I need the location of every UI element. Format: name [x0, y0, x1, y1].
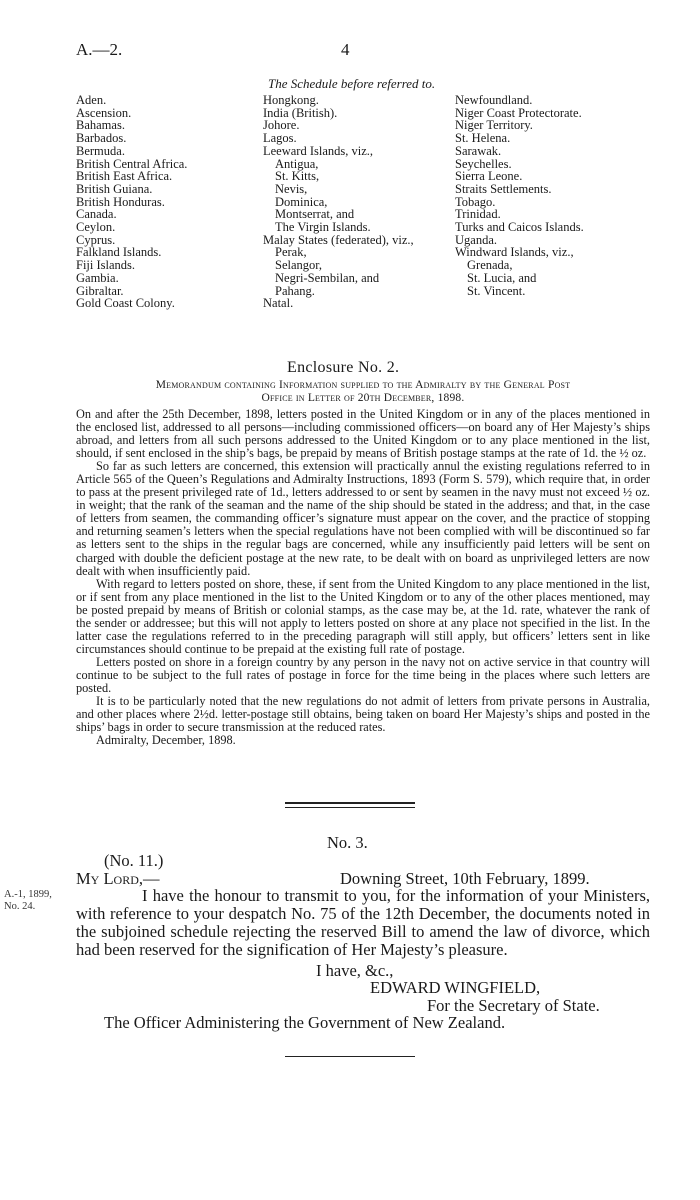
letter-signature: EDWARD WINGFIELD, [370, 978, 541, 997]
letter-signature-title: For the Secretary of State. [427, 996, 600, 1015]
schedule-item: Pahang. [275, 283, 315, 298]
letter-closing: I have, &c., [316, 961, 394, 980]
memorandum-body [76, 408, 650, 747]
schedule-item: Leeward Islands, viz., [263, 143, 374, 158]
document-reference: A.—2. [76, 40, 123, 59]
schedule-item: Falkland Islands. [76, 245, 162, 260]
schedule-item: Bermuda. [76, 143, 125, 158]
schedule-item: The Virgin Islands. [275, 220, 371, 235]
memo-paragraph: On and after the 25th December, 1898, letters posted in the United Kingdom or in any of the places mentioned in the enclosed list, addressed to all persons—including commissioned officers—on board any of Her Majesty’s ships abroad, and letters from all such persons addressed to the United Kingdom or to any place mentioned in the list, should, if sent enclosed in the ship’s bags, be prepaid by means of British postage stamps at the rate of 1d. the ½ oz. [76, 407, 650, 461]
schedule-item: Newfoundland. [455, 93, 533, 107]
schedule-item: Ascension. [76, 105, 132, 120]
schedule-item: Fiji Islands. [76, 258, 136, 273]
schedule-item: Lagos. [263, 131, 297, 146]
schedule-item: Gold Coast Colony. [76, 296, 175, 311]
schedule-item: Windward Islands, viz., [455, 245, 574, 260]
margin-note-line-1: A.-1, 1899, [4, 889, 52, 900]
schedule-item: Perak, [275, 245, 307, 260]
schedule-item: Negri-Sembilan, and [275, 270, 380, 285]
schedule-item: Malay States (federated), viz., [263, 232, 414, 247]
schedule-item: Bahamas. [76, 118, 125, 133]
schedule-item: British Honduras. [76, 194, 165, 209]
memo-heading-line-2: Office in Letter of 20th December, 1898. [261, 392, 465, 404]
schedule-item: Uganda. [455, 232, 497, 247]
schedule-item: Sierra Leone. [455, 169, 523, 184]
schedule-item: Natal. [263, 296, 294, 311]
schedule-item: India (British). [263, 105, 338, 120]
schedule-item: Canada. [76, 207, 117, 222]
schedule-item: Selangor, [275, 258, 323, 273]
memo-paragraph: With regard to letters posted on shore, these, if sent from the United Kingdom to any place mentioned in the list, or if sent from any place mentioned in the list to the United Kingdom or to any of the other places mentioned, may be posted prepaid by means of British or colonial stamps, as the case may be, at the 1d. rate, whatever the rank of the sender or addressee; but this will not apply to letters posted on shore at any place not specified in the list. In the latter case the regulations referred to in the preceding paragraph will still apply, but officers’ letters sent in like circumstances should continue to be prepaid at the existing full rate of postage. [76, 576, 650, 656]
section-divider-thin [285, 807, 415, 808]
memo-paragraph: It is to be particularly noted that the new regulations do not admit of letters from private persons in Australia, and other places where 2½d. letter-postage still obtains, being taken on board Her Majesty’s ships and posted in the ships’ bags in order to secure transmission at the reduced rates. [76, 694, 650, 735]
schedule-item: British East Africa. [76, 169, 173, 184]
letter-addressee: The Officer Administering the Government of New Zealand. [104, 1013, 506, 1032]
schedule-column-3 [455, 94, 584, 297]
schedule-item: Antigua, [275, 156, 319, 171]
schedule-item: Grenada, [467, 258, 513, 273]
letter-title: No. 3. [327, 833, 368, 852]
schedule-item: Turks and Caicos Islands. [455, 220, 584, 235]
schedule-item: Nevis, [275, 181, 308, 196]
schedule-item: Sarawak. [455, 143, 502, 158]
schedule-item: Gibraltar. [76, 283, 124, 298]
schedule-item: Straits Settlements. [455, 181, 552, 196]
schedule-item: British Central Africa. [76, 156, 188, 171]
margin-note-line-2: No. 24. [4, 901, 36, 912]
memo-paragraph: So far as such letters are concerned, this extension will practically annul the existing regulations referred to in Article 565 of the Queen’s Regulations and Admiralty Instructions, 1893 (Form S. 579), which require that, in order to pass at the present privileged rate of 1d., letters addressed to or sent by seamen in the navy must not exceed ½ oz. in weight; that the rank of the seaman and the name of the ship should be stated in the address; and that, in the case of letters from seamen, the commanding officer’s signature must appear on the cover, and the practice of stopping and returning seamen’s letters when the special regulations have not been complied with will be discontinued so far as letters sent to the ships in the regular bags are concerned, while any insufficiently paid letters will be sent on charged with double the deficient postage at the new rate, to be dealt with on board as unprivileged letters are now dealt with when insufficiently paid. [76, 459, 650, 578]
schedule-item: Aden. [76, 93, 107, 107]
letter-place-date: Downing Street, 10th February, 1899. [340, 869, 590, 888]
schedule-heading: The Schedule before referred to. [268, 76, 436, 91]
section-divider-thick [285, 802, 415, 804]
letter-number: (No. 11.) [104, 851, 164, 870]
letter-body: I have the honour to transmit to you, for the information of your Ministers, with reference to your despatch No. 75 of the 12th December, the documents noted in the subjoined schedule rejecting the reserved Bill to amend the law of divorce, which had been reserved for the signification of Her Majesty’s pleasure. [76, 886, 650, 959]
schedule-item: British Guiana. [76, 181, 153, 196]
page-number: 4 [341, 40, 350, 59]
schedule-item: St. Kitts, [275, 169, 320, 184]
schedule-item: Hongkong. [263, 93, 319, 107]
schedule-item: Ceylon. [76, 220, 116, 235]
schedule-item: Barbados. [76, 131, 127, 146]
bottom-divider [285, 1056, 415, 1057]
schedule-item: St. Lucia, and [467, 270, 537, 285]
schedule-item: St. Helena. [455, 131, 511, 146]
schedule-item: Niger Coast Protectorate. [455, 105, 582, 120]
schedule-column-2 [263, 94, 414, 310]
schedule-column-1 [76, 94, 187, 310]
schedule-item: Montserrat, and [275, 207, 355, 222]
enclosure-title: Enclosure No. 2. [287, 359, 400, 376]
schedule-item: Dominica, [275, 194, 328, 209]
schedule-item: Johore. [263, 118, 300, 133]
memo-paragraph: Letters posted on shore in a foreign country by any person in the navy not on active service in that country will continue to be subject to the full rates of postage in force for the time being in the places where such letters are posted. [76, 654, 650, 695]
schedule-item: Gambia. [76, 270, 119, 285]
schedule-item: St. Vincent. [467, 283, 526, 298]
letter-salutation: My Lord,— [76, 869, 160, 888]
memo-signoff: Admiralty, December, 1898. [96, 733, 236, 748]
schedule-item: Trinidad. [455, 207, 501, 222]
schedule-item: Cyprus. [76, 232, 116, 247]
schedule-item: Tobago. [455, 194, 496, 209]
schedule-item: Niger Territory. [455, 118, 533, 133]
schedule-item: Seychelles. [455, 156, 512, 171]
memo-heading-line-1: Memorandum containing Information supplied to the Admiralty by the General Post [155, 379, 571, 391]
